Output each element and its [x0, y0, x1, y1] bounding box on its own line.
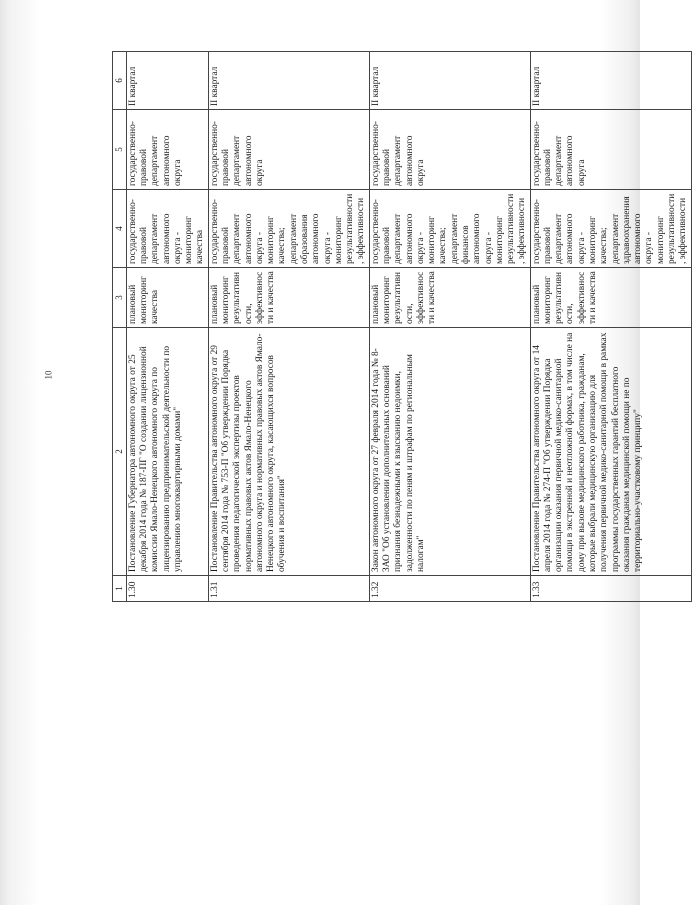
monitoring-type: плановый мониторинг качества [126, 268, 208, 328]
monitoring-type: плановый мониторинг результативности, эффективности и качества [369, 268, 530, 328]
responsible-body: государственно-правовой департамент автономного округа - мониторинг качества [126, 190, 208, 268]
header-cell-2: 2 [113, 328, 127, 576]
monitoring-type: плановый мониторинг результативности, эффективности и качества [208, 268, 369, 328]
responsible-body: государственно-правовой департамент автономного округа - мониторинг качества; департамент здравоохранения автономного округа - мониторинг результативности, эффективности [530, 190, 691, 268]
row-number: 1.31 [208, 576, 369, 602]
row-number: 1.32 [369, 576, 530, 602]
legal-act-title: Закон автономного округа от 27 февраля 2014 года № 8-ЗАО "Об установлении дополнительных оснований признания безнадежными к взысканию недоимки, задолженности по пеням и штрафам по региональным налогам" [369, 328, 530, 576]
row-number: 1.33 [530, 576, 691, 602]
header-cell-5: 5 [113, 110, 127, 190]
row-number: 1.30 [126, 576, 208, 602]
co-executor: государственно-правовой департамент автономного округа [369, 110, 530, 190]
deadline: II квартал [530, 52, 691, 110]
legal-act-title: Постановление Правительства автономного округа от 29 сентября 2014 года № 753-П "Об утверждении Порядка проведения педагогической экспертизы проектов нормативных правовых актов Ямало-Ненецкого автономного округа и нормативных правовых актов Ямало-Ненецкого автономного округа, касающихся вопросов обучения и воспитания" [208, 328, 369, 576]
header-row [113, 52, 127, 602]
responsible-body: государственно-правовой департамент автономного округа - мониторинг качества; департамент финансов автономного округа - мониторинг результативности, эффективности [369, 190, 530, 268]
monitoring-plan-table [112, 51, 692, 602]
page-number: 10 [43, 370, 54, 380]
header-cell-3: 3 [113, 268, 127, 328]
table-row [530, 52, 691, 602]
table-row [369, 52, 530, 602]
table-row [126, 52, 208, 602]
table-row [208, 52, 369, 602]
monitoring-type: плановый мониторинг результативности, эффективности и качества [530, 268, 691, 328]
rotated-table-wrapper [112, 52, 689, 602]
deadline: II квартал [369, 52, 530, 110]
header-cell-1: 1 [113, 576, 127, 602]
co-executor: государственно-правовой департамент автономного округа [208, 110, 369, 190]
co-executor: государственно-правовой департамент автономного округа [530, 110, 691, 190]
responsible-body: государственно-правовой департамент автономного округа - мониторинг качества; департамент образования автономного округа - мониторинг результативности, эффективности [208, 190, 369, 268]
deadline: II квартал [208, 52, 369, 110]
legal-act-title: Постановление Правительства автономного округа от 14 апреля 2014 года № 274-П "Об утверждении Порядка организации оказания первичной медико-санитарной помощи в экстренной и неотложной формах, в том числе на дому при вызове медицинского работника, гражданам, которые выбрали медицинскую организацию для получения первичной медико-санитарной помощи в рамках программы государственных гарантий бесплатного оказания гражданам медицинской помощи не по территориально-участковому принципу" [530, 328, 691, 576]
legal-act-title: Постановление Губернатора автономного округа от 25 декабря 2014 года № 187-ПГ "О создании лицензионной комиссии Ямало-Ненецкого автономного округа по лицензированию предпринимательской деятельности по управлению многоквартирными домами" [126, 328, 208, 576]
co-executor: государственно-правовой департамент автономного округа [126, 110, 208, 190]
header-cell-4: 4 [113, 190, 127, 268]
header-cell-6: 6 [113, 52, 127, 110]
deadline: II квартал [126, 52, 208, 110]
